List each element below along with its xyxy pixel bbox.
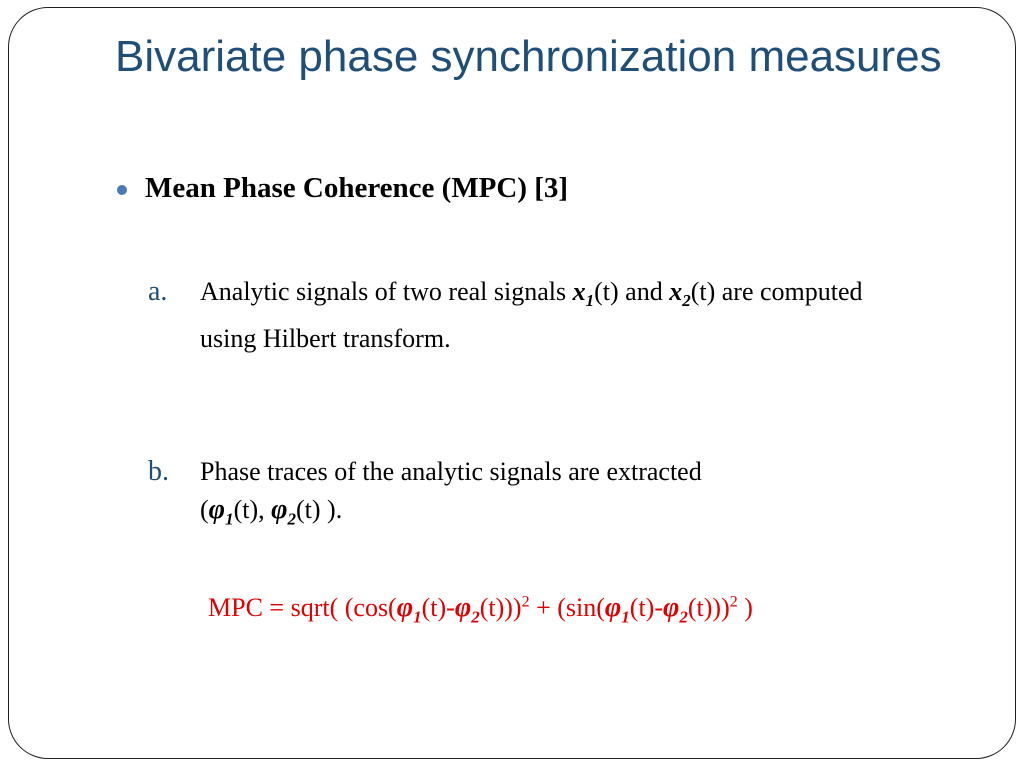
bullet-item xyxy=(117,172,568,205)
list-marker-b: b. xyxy=(148,456,169,487)
list-item-b-text: Phase traces of the analytic signals are extracted ($\varphi_1(t)$, $\varphi_2(t)$ ). xyxy=(200,457,702,529)
slide-title: Bivariate phase synchronization measures xyxy=(115,32,942,81)
mpc-formula: MPC = sqrt( $(\cos(\varphi_1(t)-\varphi_2(t)))^2 + (\sin(\varphi_1(t)-\varphi_2(t)))^2$ ) xyxy=(208,592,753,627)
list-item-a-text: Analytic signals of two real signals $x_1(t)$ and $x_2(t)$ are computed using Hilbert transform. xyxy=(200,277,863,354)
list-marker-a: a. xyxy=(148,276,168,307)
slide-frame xyxy=(8,7,1016,759)
bullet-dot-icon xyxy=(117,185,127,195)
list-item-b xyxy=(148,453,900,539)
bullet-text: Mean Phase Coherence (MPC) [3] xyxy=(145,172,569,204)
list-item-a xyxy=(148,273,900,358)
